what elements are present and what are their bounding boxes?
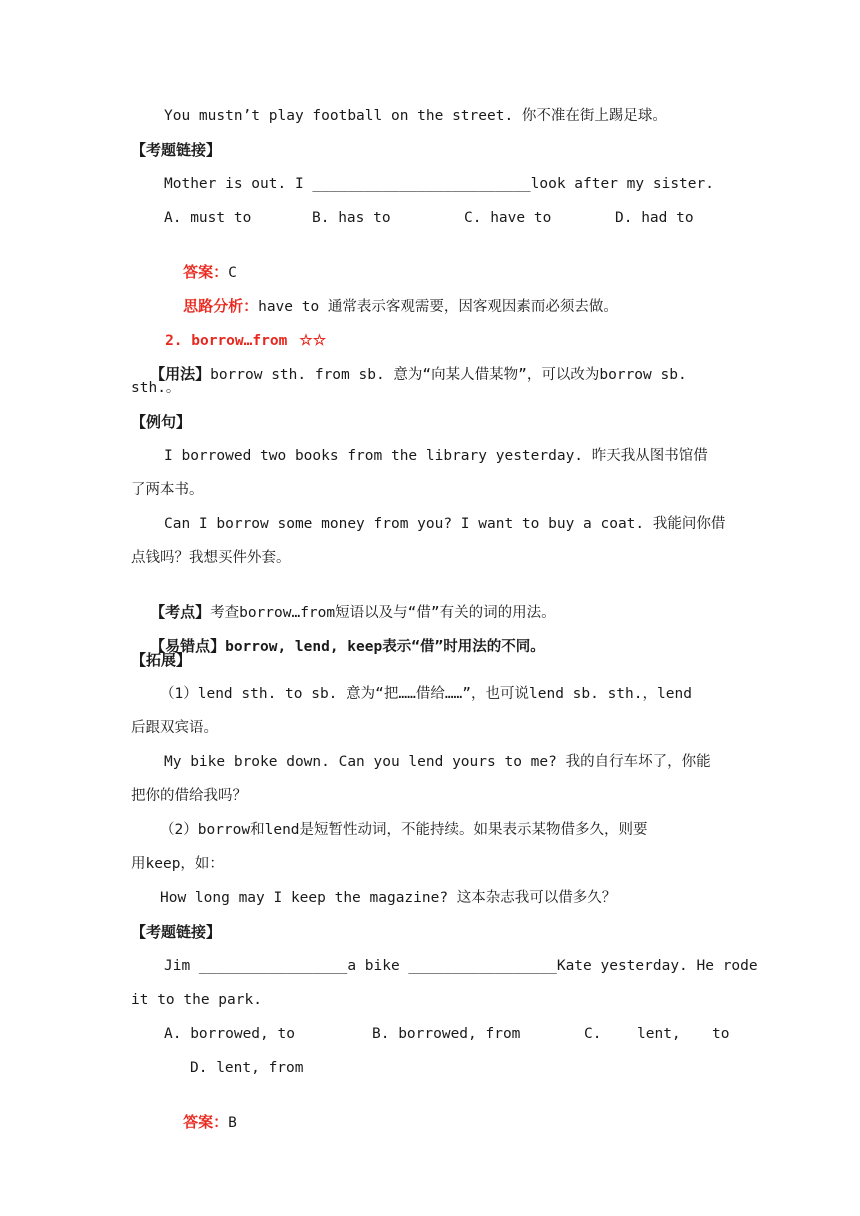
option-b: B. has to <box>312 210 391 226</box>
example-2-cont: 点钱吗？我想买件外套。 <box>131 550 291 566</box>
error-label: 【易错点】 <box>150 637 226 655</box>
usage-label: 【用法】 <box>150 365 211 383</box>
example-sentence: You mustn’t play football on the street. 你不准在街上踢足球。 <box>164 108 667 124</box>
extend-2-cont: 用keep，如： <box>131 856 224 872</box>
extend-heading: 【拓展】 <box>131 651 192 669</box>
answer-row-2 <box>164 1092 764 1153</box>
option-c-2-letter: C. <box>584 1026 602 1042</box>
exam-link-heading-2: 【考题链接】 <box>131 923 222 941</box>
star-rating: ☆☆ <box>299 331 327 349</box>
example-1-cont: 了两本书。 <box>131 482 204 498</box>
answer-value: C <box>228 265 237 281</box>
usage-text: borrow sth. from sb. 意为“向某人借某物”，可以改为borrow sb. <box>210 367 687 383</box>
usage-text-cont: sth.。 <box>131 380 181 396</box>
extend-1-cont: 后跟双宾语。 <box>131 720 218 736</box>
extend-2: （2）borrow和lend是短暂性动词，不能持续。如果表示某物借多久，则要 <box>160 822 648 838</box>
example-1: I borrowed two books from the library yesterday. 昨天我从图书馆借 <box>164 448 708 464</box>
option-a-2: A. borrowed, to <box>164 1026 295 1042</box>
answer-label: 答案： <box>183 263 229 281</box>
analysis-label: 思路分析： <box>183 297 259 315</box>
exam-question: Mother is out. I _________________________look after my sister. <box>164 176 714 192</box>
example-2: Can I borrow some money from you? I want to buy a coat. 我能问你借 <box>164 516 726 532</box>
option-c: C. have to <box>464 210 552 226</box>
answer-label-2: 答案： <box>183 1113 229 1131</box>
extend-example-1: My bike broke down. Can you lend yours to me? 我的自行车坏了，你能 <box>164 754 711 770</box>
option-d: D. had to <box>615 210 694 226</box>
exam-question-2-cont: it to the park. <box>131 992 262 1008</box>
extend-example-2: How long may I keep the magazine? 这本杂志我可以借多久？ <box>160 890 617 906</box>
exam-question-2: Jim _________________a bike _________________Kate yesterday. He rode <box>164 958 758 974</box>
option-b-2: B. borrowed, from <box>372 1026 521 1042</box>
option-c-2-word1: lent, <box>637 1026 681 1042</box>
example-heading: 【例句】 <box>131 413 192 431</box>
option-a: A. must to <box>164 210 252 226</box>
exam-link-heading: 【考题链接】 <box>131 141 222 159</box>
point-label: 【考点】 <box>150 603 211 621</box>
option-d-2: D. lent, from <box>190 1060 304 1076</box>
answer-value-2: B <box>228 1115 237 1131</box>
section-title-text: 2. borrow…from <box>165 333 288 349</box>
analysis-text: have to 通常表示客观需要，因客观因素而必须去做。 <box>258 299 618 315</box>
option-c-2-word2: to <box>712 1026 730 1042</box>
extend-1: （1）lend sth. to sb. 意为“把……借给……”，也可说lend sb. sth.，lend <box>160 686 692 702</box>
extend-example-1-cont: 把你的借给我吗？ <box>131 788 247 804</box>
point-text: 考查borrow…from短语以及与“借”有关的词的用法。 <box>210 605 556 621</box>
error-text: borrow, lend, keep表示“借”时用法的不同。 <box>225 639 545 655</box>
